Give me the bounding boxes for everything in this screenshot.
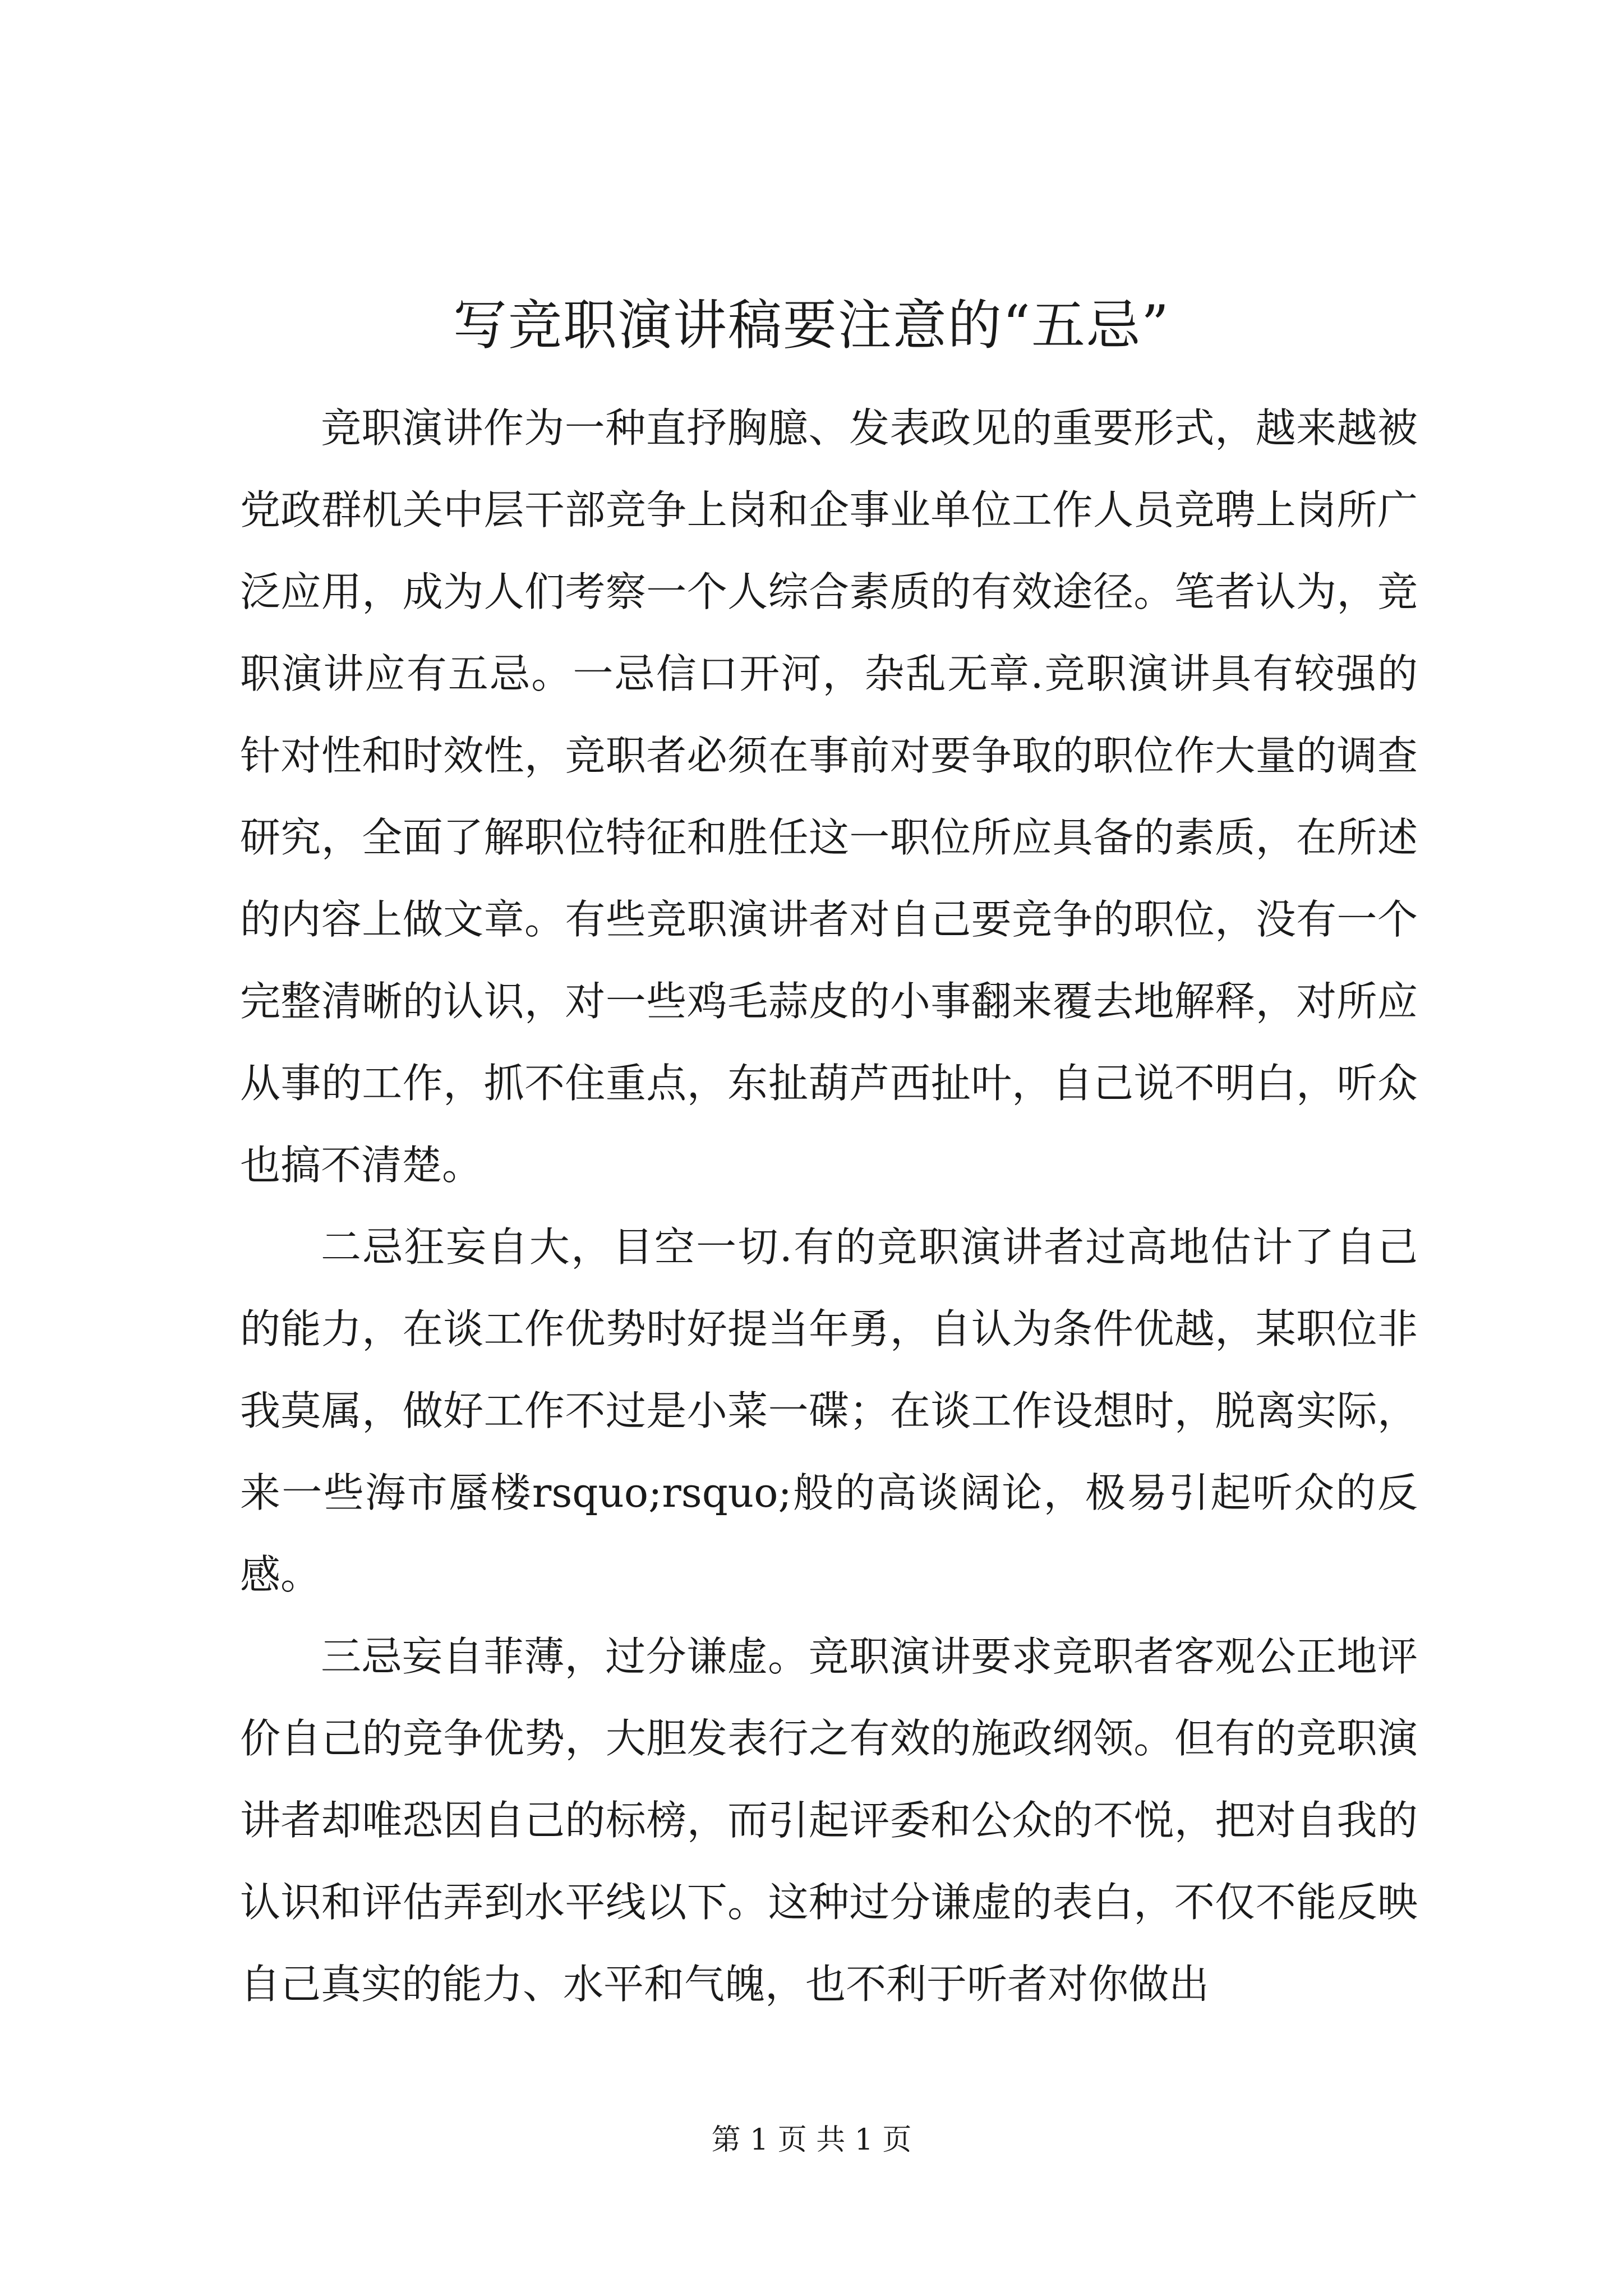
paragraph-1: 竞职演讲作为一种直抒胸臆、发表政见的重要形式，越来越被党政群机关中层干部竞争上岗和企事业单位工作人员竞聘上岗所广泛应用，成为人们考察一个人综合素质的有效途径。笔者认为，竞职演讲应有五忌。一忌信口开河，杂乱无章.竞职演讲具有较强的针对性和时效性，竞职者必须在事前对要争取的职位作大量的调查研究，全面了解职位特征和胜任这一职位所应具备的素质，在所述的内容上做文章。有些竞职演讲者对自己要竞争的职位，没有一个完整清晰的认识，对一些鸡毛蒜皮的小事翻来覆去地解释，对所应从事的工作，抓不住重点，东扯葫芦西扯叶，自己说不明白，听众也搞不清楚。 (240, 404, 1418, 1189)
page-footer: 第 1 页 共 1 页 (711, 2123, 912, 2157)
paragraph-3: 三忌妄自菲薄，过分谦虚。竞职演讲要求竞职者客观公正地评价自己的竞争优势，大胆发表行之有效的施政纲领。但有的竞职演讲者却唯恐因自己的标榜，而引起评委和公众的不悦，把对自我的认识和评估弄到水平线以下。这种过分谦虚的表白，不仅不能反映自己真实的能力、水平和气魄，也不利于听者对你做出 (240, 1633, 1418, 2008)
paragraph-2: 二忌狂妄自大，目空一切.有的竞职演讲者过高地估计了自己的能力，在谈工作优势时好提当年勇，自认为条件优越，某职位非我莫属，做好工作不过是小菜一碟；在谈工作设想时，脱离实际，来一些海市蜃楼rsquo;rsquo;般的高谈阔论，极易引起听众的反感。 (240, 1223, 1418, 1598)
document-title: 写竞职演讲稿要注意的“五忌” (453, 294, 1170, 357)
document-body (240, 387, 1418, 2025)
